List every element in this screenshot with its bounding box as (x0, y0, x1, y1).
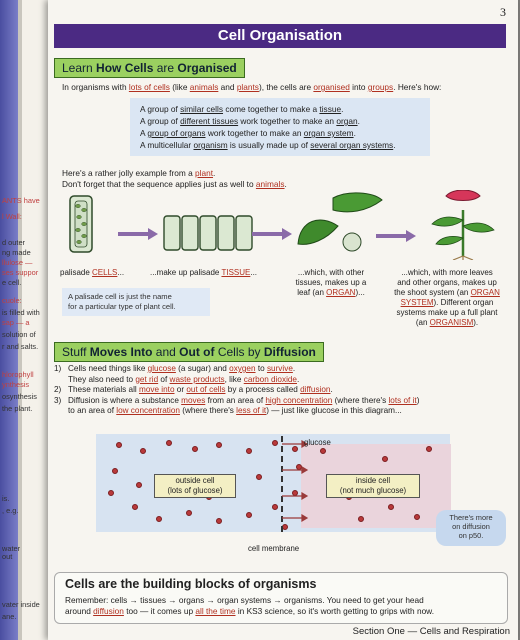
glucose-particle (166, 440, 172, 446)
diffusion-arrows (278, 438, 318, 528)
glucose-particle (132, 504, 138, 510)
glucose-particle (112, 468, 118, 474)
label-outside-cell: outside cell (lots of glucose) (154, 474, 236, 498)
caption-tissue: ...make up palisade TISSUE... (150, 268, 258, 277)
shoot-system-picture (432, 190, 494, 260)
section-heading-organisation: Learn How Cells are Organised (54, 58, 245, 78)
glucose-particle (156, 516, 162, 522)
caption-cells: palisade CELLS... (60, 268, 125, 277)
glucose-particle (414, 514, 420, 520)
label-glucose: glucose (304, 438, 331, 447)
glucose-particle (388, 504, 394, 510)
glucose-particle (382, 456, 388, 462)
intro-text: In organisms with lots of cells (like animals and plants), the cells are organised into groups. Here's how: (62, 82, 442, 92)
page-title: Cell Organisation (54, 24, 506, 48)
left-page-line: ynthesis (2, 380, 30, 389)
glucose-particle (320, 448, 326, 454)
rule-line: A group of similar cells come together to make a tissue. (140, 104, 344, 114)
summary-box (54, 572, 508, 624)
left-page-line: osynthesis (2, 392, 37, 401)
glucose-particle (426, 446, 432, 452)
left-page-line: is. (2, 494, 10, 503)
left-page-line: llulose — (2, 258, 33, 267)
left-page-line: r and salts. (2, 342, 39, 351)
rule-line: A multicellular organism is usually made up of several organ systems. (140, 140, 396, 150)
glucose-particle (246, 448, 252, 454)
rule-line: A group of organs work together to make an organ system. (140, 128, 356, 138)
rule-line: A group of different tissues work together to make an organ. (140, 116, 360, 126)
left-page-line: l Wall: (2, 212, 22, 221)
rules-list (140, 104, 396, 152)
palisade-tissue-picture (164, 216, 252, 250)
left-page-line: the plant. (2, 404, 33, 413)
glucose-particle (216, 442, 222, 448)
glucose-particle (140, 448, 146, 454)
diffusion-diagram (96, 434, 450, 532)
glucose-particle (186, 510, 192, 516)
note-palisade: A palisade cell is just the name for a particular type of plant cell. (62, 288, 210, 316)
left-page-line: water (2, 544, 21, 553)
glucose-particle (192, 446, 198, 452)
glucose-particle (358, 516, 364, 522)
left-page-line: ane. (2, 612, 17, 621)
summary-line-2: around diffusion too — it comes up all the time in KS3 science, so it's worth getting to grips with now. (65, 606, 435, 616)
summary-title: Cells are the building blocks of organisms (65, 577, 317, 591)
section-heading-diffusion: Stuff Moves Into and Out of Cells by Diffusion (54, 342, 324, 362)
label-inside-cell: inside cell (not much glucose) (326, 474, 420, 498)
page-number: 3 (500, 5, 506, 19)
caption-organ: ...which, with other tissues, makes up a leaf (an ORGAN)... (295, 268, 367, 297)
glucose-particle (108, 490, 114, 496)
left-page-line: ses suppor (2, 268, 39, 277)
left-page-line: out (2, 552, 13, 561)
diffusion-steps (54, 364, 419, 417)
step-3: 3) Diffusion is where a substance moves from an area of high concentration (where there's lots of it) to an area of low concentration (where there's less of it) — just like glucose in this diagram... (54, 395, 420, 416)
leaf-organ-picture (298, 193, 382, 251)
glucose-particle (116, 442, 122, 448)
caption-system: ...which, with more leaves and other organs, makes up the shoot system (an ORGAN SYSTEM). Different organ systems make up a full plant (an ORGANISM). (394, 268, 500, 327)
left-page-line: cuole: (2, 296, 22, 305)
glucose-particle (136, 482, 142, 488)
glucose-particle (246, 512, 252, 518)
left-page-line: solution of (2, 330, 36, 339)
organisation-illustration (48, 190, 518, 260)
textbook-page (48, 0, 518, 640)
example-line-2: Don't forget that the sequence applies just as well to animals. (62, 179, 287, 189)
left-page-line: ANTS have (2, 196, 40, 205)
page-footer: Section One — Cells and Respiration (352, 626, 510, 637)
glucose-particle (256, 474, 262, 480)
left-page-line: , e.g. (2, 506, 19, 515)
step-2: 2) These materials all move into or out of cells by a process called diffusion. (54, 385, 333, 395)
arrow-icon (252, 228, 292, 240)
left-page-line: ng made (2, 248, 31, 257)
arrow-icon (118, 228, 158, 240)
left-page-line: hlorophyll (2, 370, 34, 379)
left-page-line: is filled with (2, 308, 40, 317)
left-page-line: vater inside (2, 600, 40, 609)
left-page-line: e cell. (2, 278, 22, 287)
more-info-bubble: There's more on diffusion on p50. (436, 510, 506, 546)
arrow-icon (376, 230, 416, 242)
palisade-cell-picture (70, 196, 92, 252)
glucose-particle (216, 518, 222, 524)
left-page (0, 0, 52, 640)
summary-line-1: Remember: cells → tissues → organs → organ systems → organisms. You need to get your head (65, 595, 424, 605)
step-1: 1) Cells need things like glucose (a sugar) and oxygen to survive. They also need to get rid of waste products, like carbon dioxide. (54, 364, 300, 384)
label-cell-membrane: cell membrane (248, 544, 300, 553)
left-page-line: d outer (2, 238, 26, 247)
left-page-line: sap — a (2, 318, 30, 327)
example-line-1: Here's a rather jolly example from a plant. (62, 168, 216, 178)
